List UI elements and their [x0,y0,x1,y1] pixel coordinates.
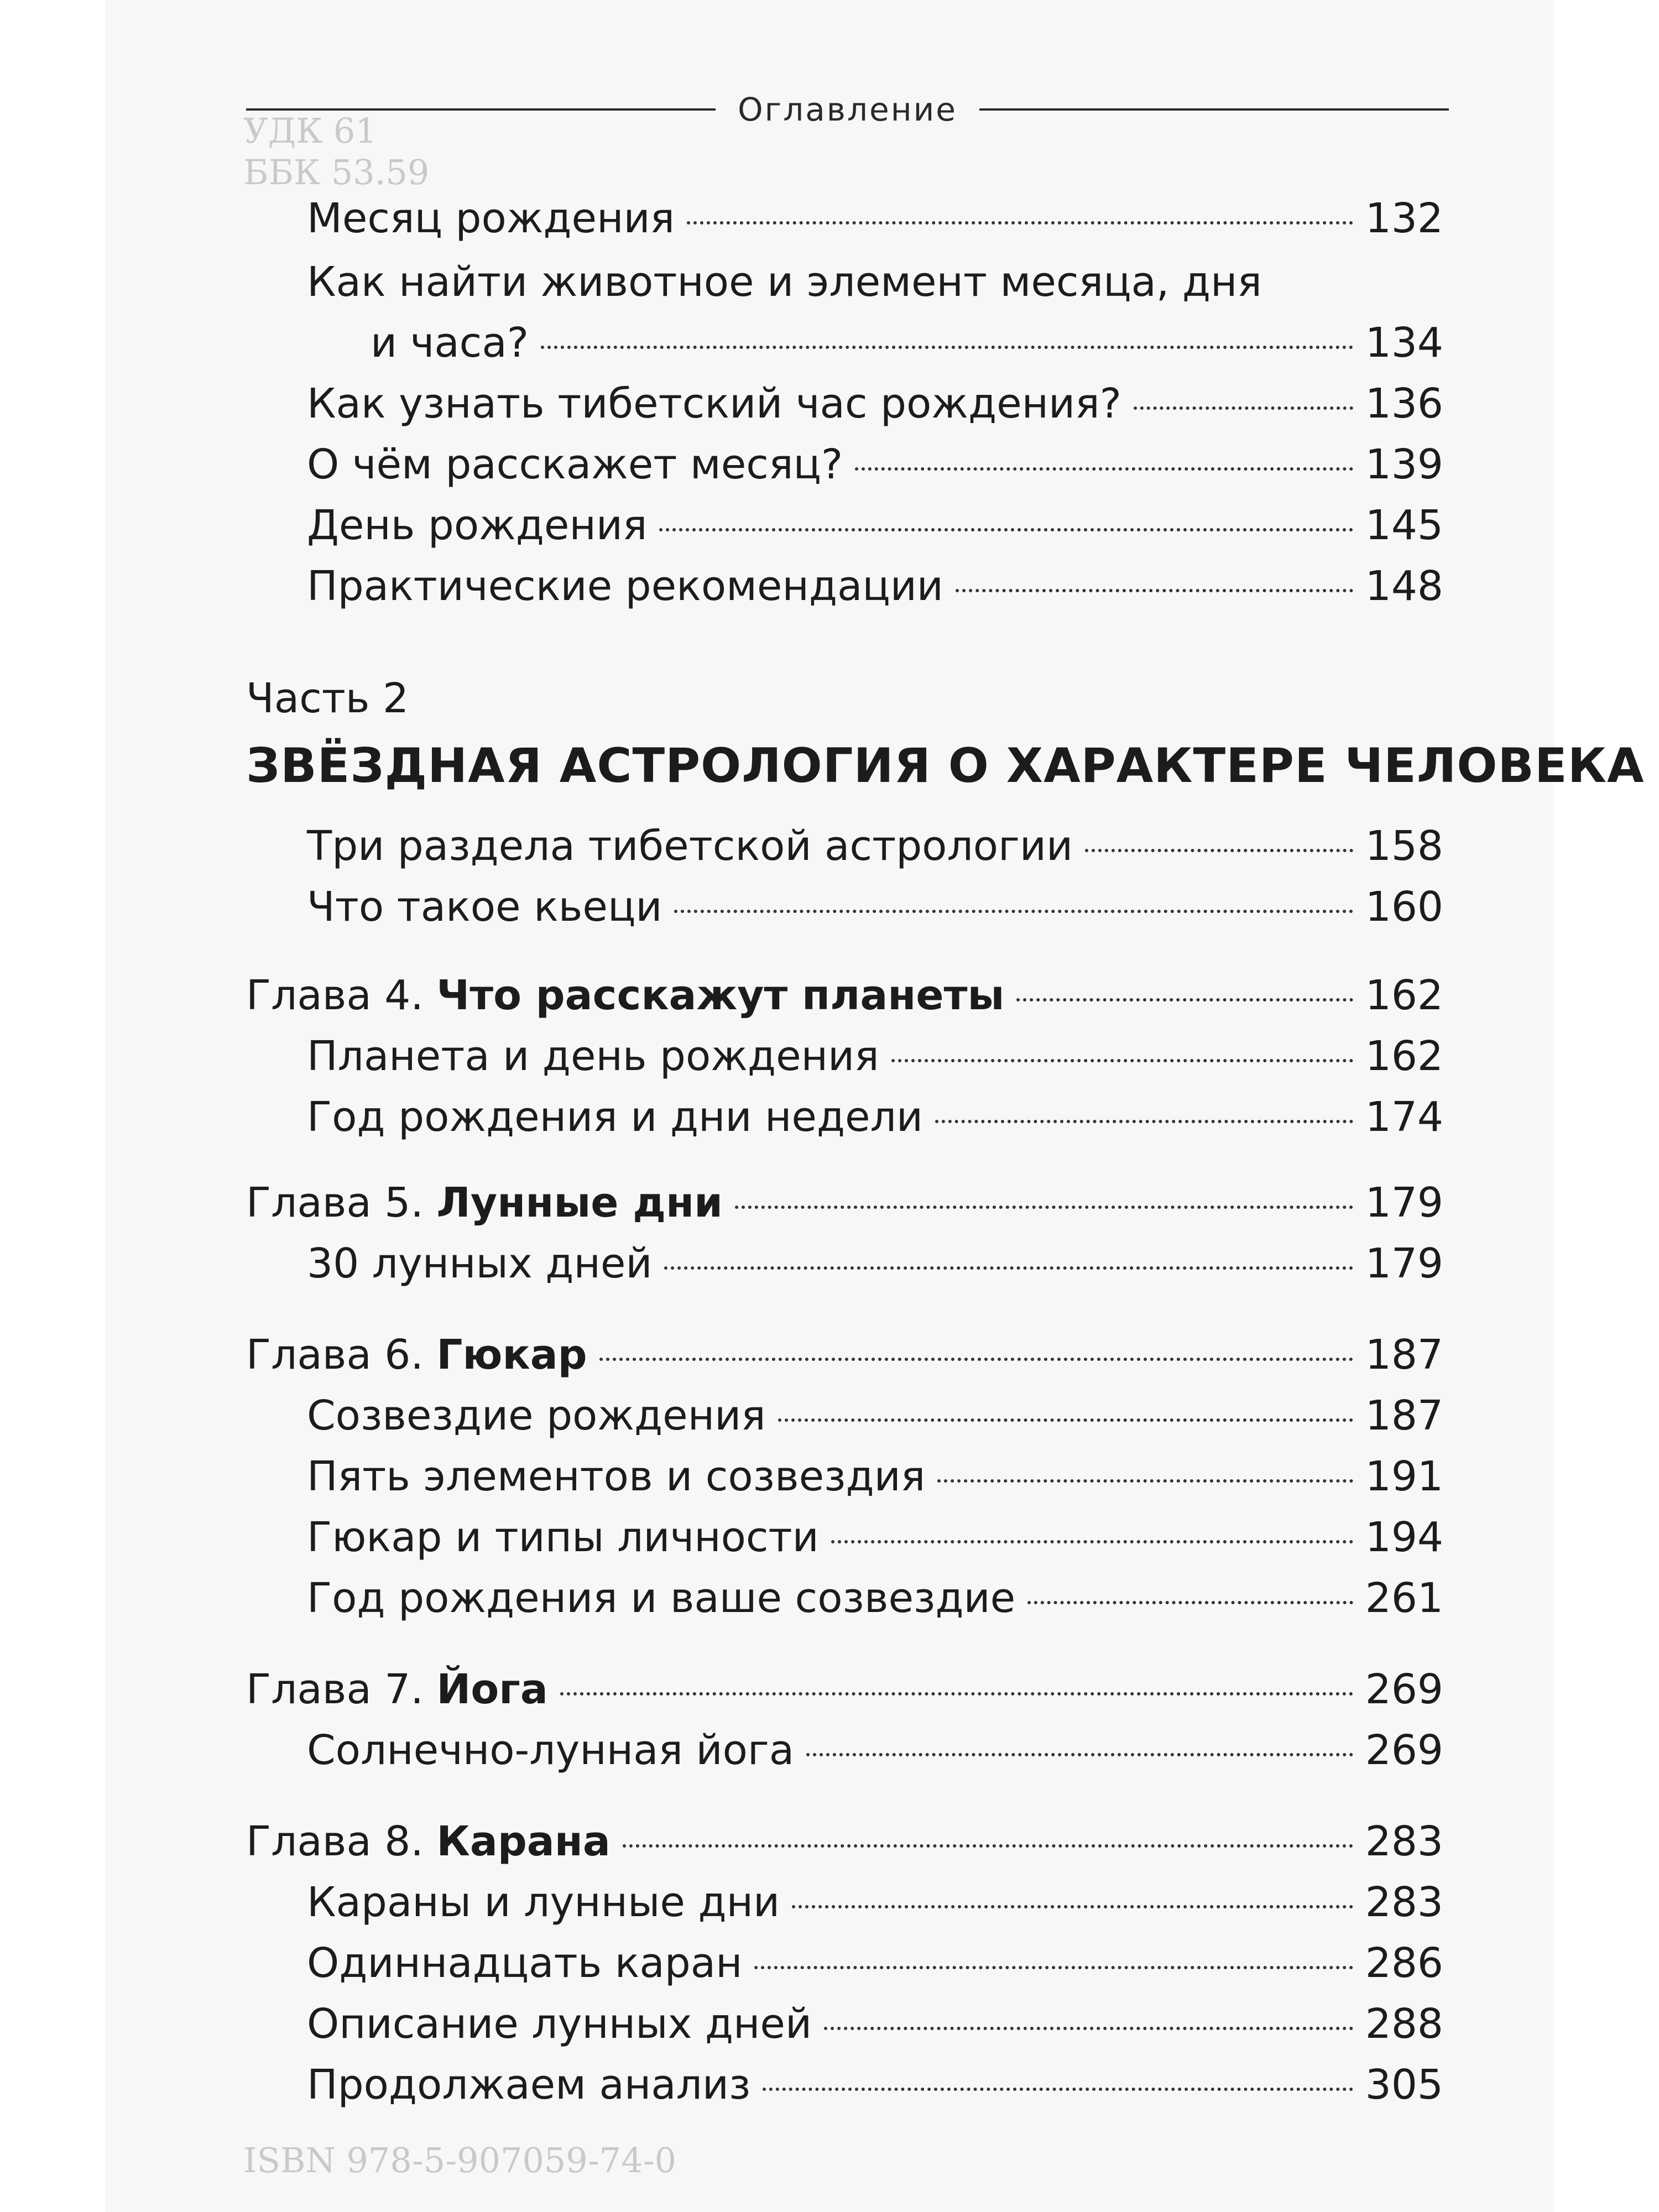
chapter-page: 179 [1365,1179,1443,1227]
toc-entry[interactable] [307,818,1443,874]
toc-entry-page: 191 [1365,1453,1443,1500]
chapter-page: 162 [1365,972,1443,1019]
toc-entry[interactable] [307,1089,1443,1145]
chapter-page: 187 [1365,1331,1443,1379]
toc-entry-page: 134 [1365,319,1443,367]
toc-entry[interactable] [307,559,1443,614]
header-title: Оглавление [738,91,957,128]
chapter-prefix: Глава 4. [246,972,437,1019]
leader-dots [824,2027,1353,2030]
toc-entry-page: 286 [1365,1939,1443,1987]
toc-entry-label: Описание лунных дней [307,2000,812,2048]
toc-entry[interactable] [307,1571,1443,1626]
bleed-udk: УДК 61 [243,111,377,151]
toc-entry-label: Три раздела тибетской астрологии [307,822,1073,870]
chapter-page: 269 [1365,1666,1443,1713]
toc-entry-label: Как узнать тибетский час рождения? [307,380,1121,427]
leader-dots [831,1540,1353,1543]
chapter-prefix: Глава 5. [246,1179,437,1227]
toc-entry-label: О чём расскажет месяц? [307,441,843,488]
leader-dots [1134,406,1353,410]
toc-entry-label: и часа? [371,319,529,367]
leader-dots [1085,849,1353,852]
bleed-bbk: ББК 53.59 [243,152,430,192]
toc-entry-page: 136 [1365,380,1443,427]
toc-entry[interactable] [307,1996,1443,2052]
leader-dots [935,1120,1353,1123]
toc-chapter[interactable] [246,1175,1443,1230]
bleed-isbn: ISBN 978-5-907059-74-0 [243,2140,677,2180]
part-title[interactable]: ЗВЁЗДНАЯ АСТРОЛОГИЯ О ХАРАКТЕРЕ ЧЕЛОВЕКА [246,738,1645,794]
leader-dots [1027,1601,1353,1604]
leader-dots [778,1418,1353,1422]
toc-entry[interactable] [307,1029,1443,1084]
running-header [246,87,1449,132]
toc-entry-label: Одиннадцать каран [307,1939,743,1987]
toc-entry-label: Что такое кьеци [307,883,662,931]
toc-entry-page: 305 [1365,2061,1443,2109]
toc-entry-label: Солнечно-лунная йога [307,1726,795,1774]
toc-entry-label: Караны и лунные дни [307,1879,780,1926]
toc-entry[interactable] [307,1723,1443,1778]
toc-entry-page: 158 [1365,822,1443,870]
toc-entry-page: 269 [1365,1726,1443,1774]
chapter-title: Йога [436,1666,548,1713]
leader-dots [792,1905,1353,1908]
toc-entry[interactable] [307,437,1443,492]
toc-entry-label: Пять элементов и созвездия [307,1453,926,1500]
toc-entry-page: 132 [1365,195,1443,242]
toc-entry-label: Год рождения и дни недели [307,1093,923,1141]
toc-entry-page: 187 [1365,1392,1443,1439]
toc-entry-page: 139 [1365,441,1443,488]
toc-entry-page: 194 [1365,1514,1443,1561]
leader-dots [659,528,1353,531]
toc-entry-page: 261 [1365,1574,1443,1622]
chapter-title: Лунные дни [436,1179,723,1227]
toc-entry-label: Год рождения и ваше созвездие [307,1574,1016,1622]
toc-entry-page: 160 [1365,883,1443,931]
toc-entry-label: Гюкар и типы личности [307,1514,819,1561]
toc-entry-label: Продолжаем анализ [307,2061,751,2109]
chapter-title: Карана [436,1818,611,1865]
leader-dots [735,1206,1353,1209]
toc-entry-label: Месяц рождения [307,195,675,242]
toc-entry[interactable] [307,2057,1443,2112]
leader-dots [687,221,1353,225]
toc-entry-label: Практические рекомендации [307,562,943,610]
leader-dots [937,1479,1353,1483]
chapter-title: Гюкар [436,1331,587,1379]
chapter-prefix: Глава 8. [246,1818,437,1865]
toc-entry-label: День рождения [307,502,648,549]
toc-entry[interactable] [371,315,1443,371]
toc-entry[interactable] [307,1510,1443,1565]
chapter-title: Что расскажут планеты [436,972,1005,1019]
toc-entry-page: 145 [1365,502,1443,549]
leader-dots [855,467,1353,471]
toc-entry-page: 179 [1365,1240,1443,1287]
leader-dots [623,1844,1353,1848]
leader-dots [1016,998,1353,1001]
leader-dots [674,910,1353,913]
leader-dots [956,589,1353,592]
toc-entry-page: 174 [1365,1093,1443,1141]
header-rule-right [979,108,1449,111]
toc-entry[interactable] [307,1936,1443,1991]
toc-entry-label: Созвездие рождения [307,1392,766,1439]
toc-chapter[interactable] [246,968,1443,1023]
toc-entry-page: 288 [1365,2000,1443,2048]
toc-entry[interactable] [307,879,1443,935]
leader-dots [560,1692,1353,1695]
leader-dots [599,1358,1353,1361]
leader-dots [763,2088,1353,2091]
toc-entry-wrap-line[interactable]: Как найти животное и элемент месяца, дня [307,258,1262,306]
part-label: Часть 2 [246,675,409,722]
toc-chapter[interactable] [246,1814,1443,1869]
leader-dots [754,1966,1353,1969]
toc-entry[interactable] [307,1236,1443,1291]
leader-dots [541,346,1353,349]
toc-chapter[interactable] [246,1662,1443,1717]
leader-dots [891,1059,1353,1062]
toc-entry-page: 283 [1365,1879,1443,1926]
chapter-prefix: Глава 6. [246,1331,437,1379]
toc-entry[interactable] [307,376,1443,431]
toc-entry[interactable] [307,191,1443,246]
leader-dots [664,1266,1353,1270]
toc-entry-label: Планета и день рождения [307,1032,879,1080]
toc-entry-page: 148 [1365,562,1443,610]
chapter-page: 283 [1365,1818,1443,1865]
header-rule-left [246,108,716,111]
toc-chapter[interactable] [246,1327,1443,1383]
toc-entry[interactable] [307,1449,1443,1504]
toc-entry-page: 162 [1365,1032,1443,1080]
leader-dots [806,1753,1353,1756]
toc-entry-label: 30 лунных дней [307,1240,653,1287]
toc-entry[interactable] [307,1875,1443,1930]
chapter-prefix: Глава 7. [246,1666,437,1713]
toc-entry[interactable] [307,1388,1443,1443]
toc-entry[interactable] [307,498,1443,553]
